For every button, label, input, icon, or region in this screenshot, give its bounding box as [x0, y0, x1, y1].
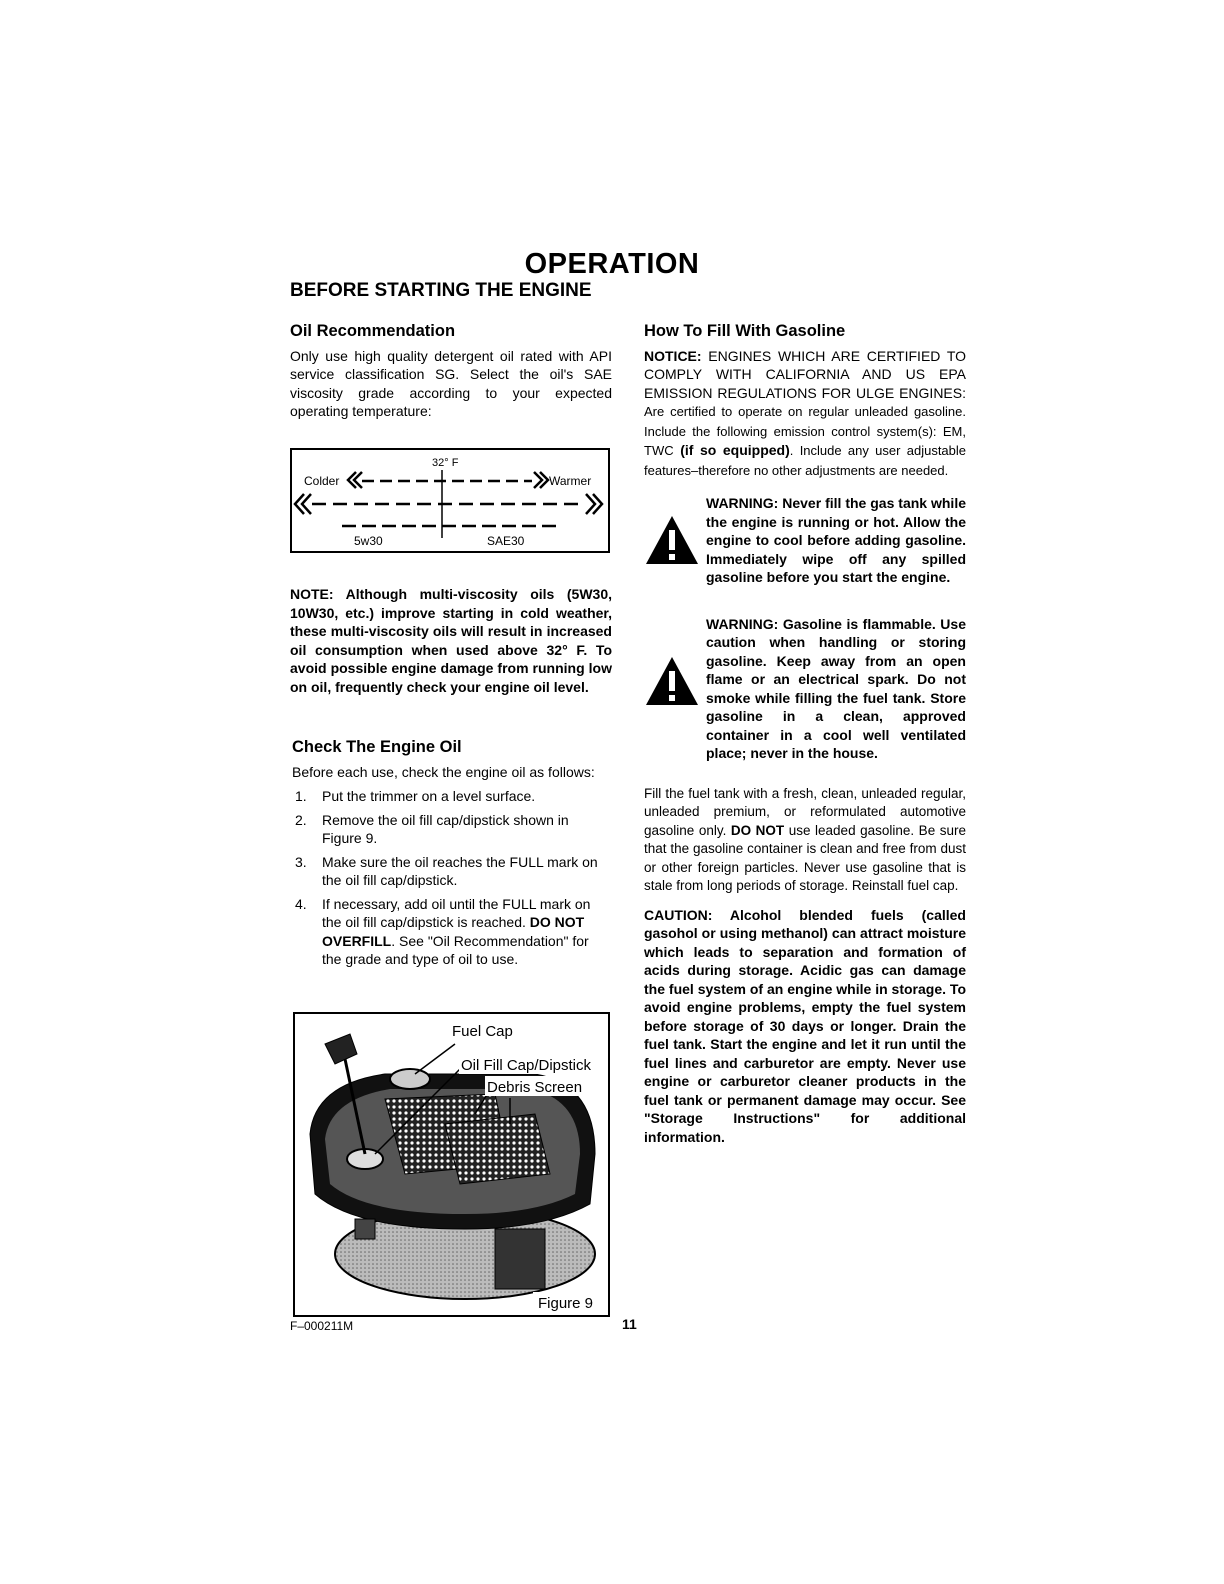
- warning-text-1: WARNING: Never fill the gas tank while the engine is running or hot. Allow the engine to cool before adding gasoline. Immediately wipe off any spilled gasoline before you start the engine.: [706, 495, 966, 585]
- figure-label-debris: Debris Screen: [487, 1079, 583, 1096]
- chart-grade-left: 5w30: [354, 534, 383, 548]
- chart-row1-arrows: [348, 472, 548, 488]
- warning-icon: [644, 494, 706, 587]
- check-oil-section: [292, 738, 612, 974]
- list-item: 3. Make sure the oil reaches the FULL mark on the oil fill cap/dipstick.: [295, 853, 598, 888]
- check-oil-heading: Check The Engine Oil: [292, 738, 462, 756]
- chart-grade-right: SAE30: [487, 534, 525, 548]
- gasoline-notice: NOTICE: ENGINES WHICH ARE CERTIFIED TO COMPLY WITH CALIFORNIA AND US EPA EMISSION REGULATIONS FOR ULGE ENGINES: Are certified to operate on regular unleaded gasoline. Include the following emission control system(s): EM, TWC (if so equipped). Include any user adjustable features–therefore no other adjustments are needed.: [644, 347, 967, 478]
- gasoline-heading: How To Fill With Gasoline: [644, 322, 846, 340]
- warning-block-2: [644, 615, 966, 763]
- engine-illustration: [295, 1014, 608, 1315]
- warning-icon: [644, 615, 706, 763]
- left-column: [290, 322, 612, 421]
- viscosity-chart: [290, 448, 610, 553]
- figure-label-fuel-cap: Fuel Cap: [452, 1023, 513, 1040]
- page-number: 11: [622, 1316, 637, 1332]
- list-item: 1. Put the trimmer on a level surface.: [295, 788, 536, 804]
- warning-text-2: WARNING: Gasoline is flammable. Use caution when handling or storing gasoline. Keep away from an open flame or an electrical spark. Do not smoke while filling the fuel tank. Store gasoline in a clean, approved container in a cool well ventilated place; never in the house.: [706, 615, 966, 761]
- viscosity-chart-graphic: [292, 450, 608, 551]
- section-title: BEFORE STARTING THE ENGINE: [290, 280, 592, 301]
- figure-caption: Figure 9: [538, 1295, 594, 1312]
- oil-note: NOTE: Although multi-viscosity oils (5W30, 10W30, etc.) improve starting in cold weather, these multi-viscosity oils will result in increased oil consumption when used above 32° F. To avoid possible engine damage from running low on oil, frequently check your engine oil level.: [290, 586, 612, 695]
- oil-recommendation-body: Only use high quality detergent oil rated with API service classification SG. Select the oil's SAE viscosity grade according to your expected operating temperature:: [290, 347, 612, 419]
- chart-warmer-label: Warmer: [549, 474, 592, 488]
- page-title: OPERATION: [524, 248, 700, 280]
- oil-recommendation-heading: Oil Recommendation: [290, 322, 456, 340]
- caution-text: CAUTION: Alcohol blended fuels (called gasohol or using methanol) can attract moisture which leads to separation and formation of acids during storage. Acidic gas can damage the fuel system of an engine while in storage. To avoid engine problems, empty the fuel system before storage of 30 days or longer. Drain the fuel tank. Start the engine and let it run until the fuel lines and carburetor are empty. Never use engine or carburetor cleaner products in the fuel tank or permanent damage may occur. See "Storage Instructions" for additional information.: [644, 906, 966, 1145]
- figure-9: [293, 1012, 610, 1317]
- chart-colder-label: Colder: [304, 474, 340, 488]
- list-item: 2. Remove the oil fill cap/dipstick shown in Figure 9.: [295, 811, 569, 846]
- fill-instructions: Fill the fuel tank with a fresh, clean, unleaded regular, unleaded premium, or reformulated automotive gasoline only. DO NOT use leaded gasoline. Be sure that the gasoline container is clean and free from dust or other foreign particles. Never use gasoline that is stale from long periods of storage. Reinstall fuel cap.: [644, 785, 966, 893]
- footer-code: F–000211M: [290, 1319, 354, 1333]
- figure-label-oil-fill: Oil Fill Cap/Dipstick: [461, 1057, 592, 1074]
- chart-temp-label: 32° F: [432, 457, 459, 469]
- list-item: 4. If necessary, add oil until the FULL mark on the oil fill cap/dipstick is reached. DO NOT OVERFILL. See "Oil Recommendation" for the grade and type of oil to use.: [295, 895, 591, 967]
- check-oil-steps: [292, 787, 612, 969]
- check-oil-intro: Before each use, check the engine oil as follows:: [292, 763, 595, 780]
- right-column: [644, 322, 966, 1146]
- chart-row2-arrows: [295, 494, 602, 514]
- warning-block-1: [644, 494, 966, 587]
